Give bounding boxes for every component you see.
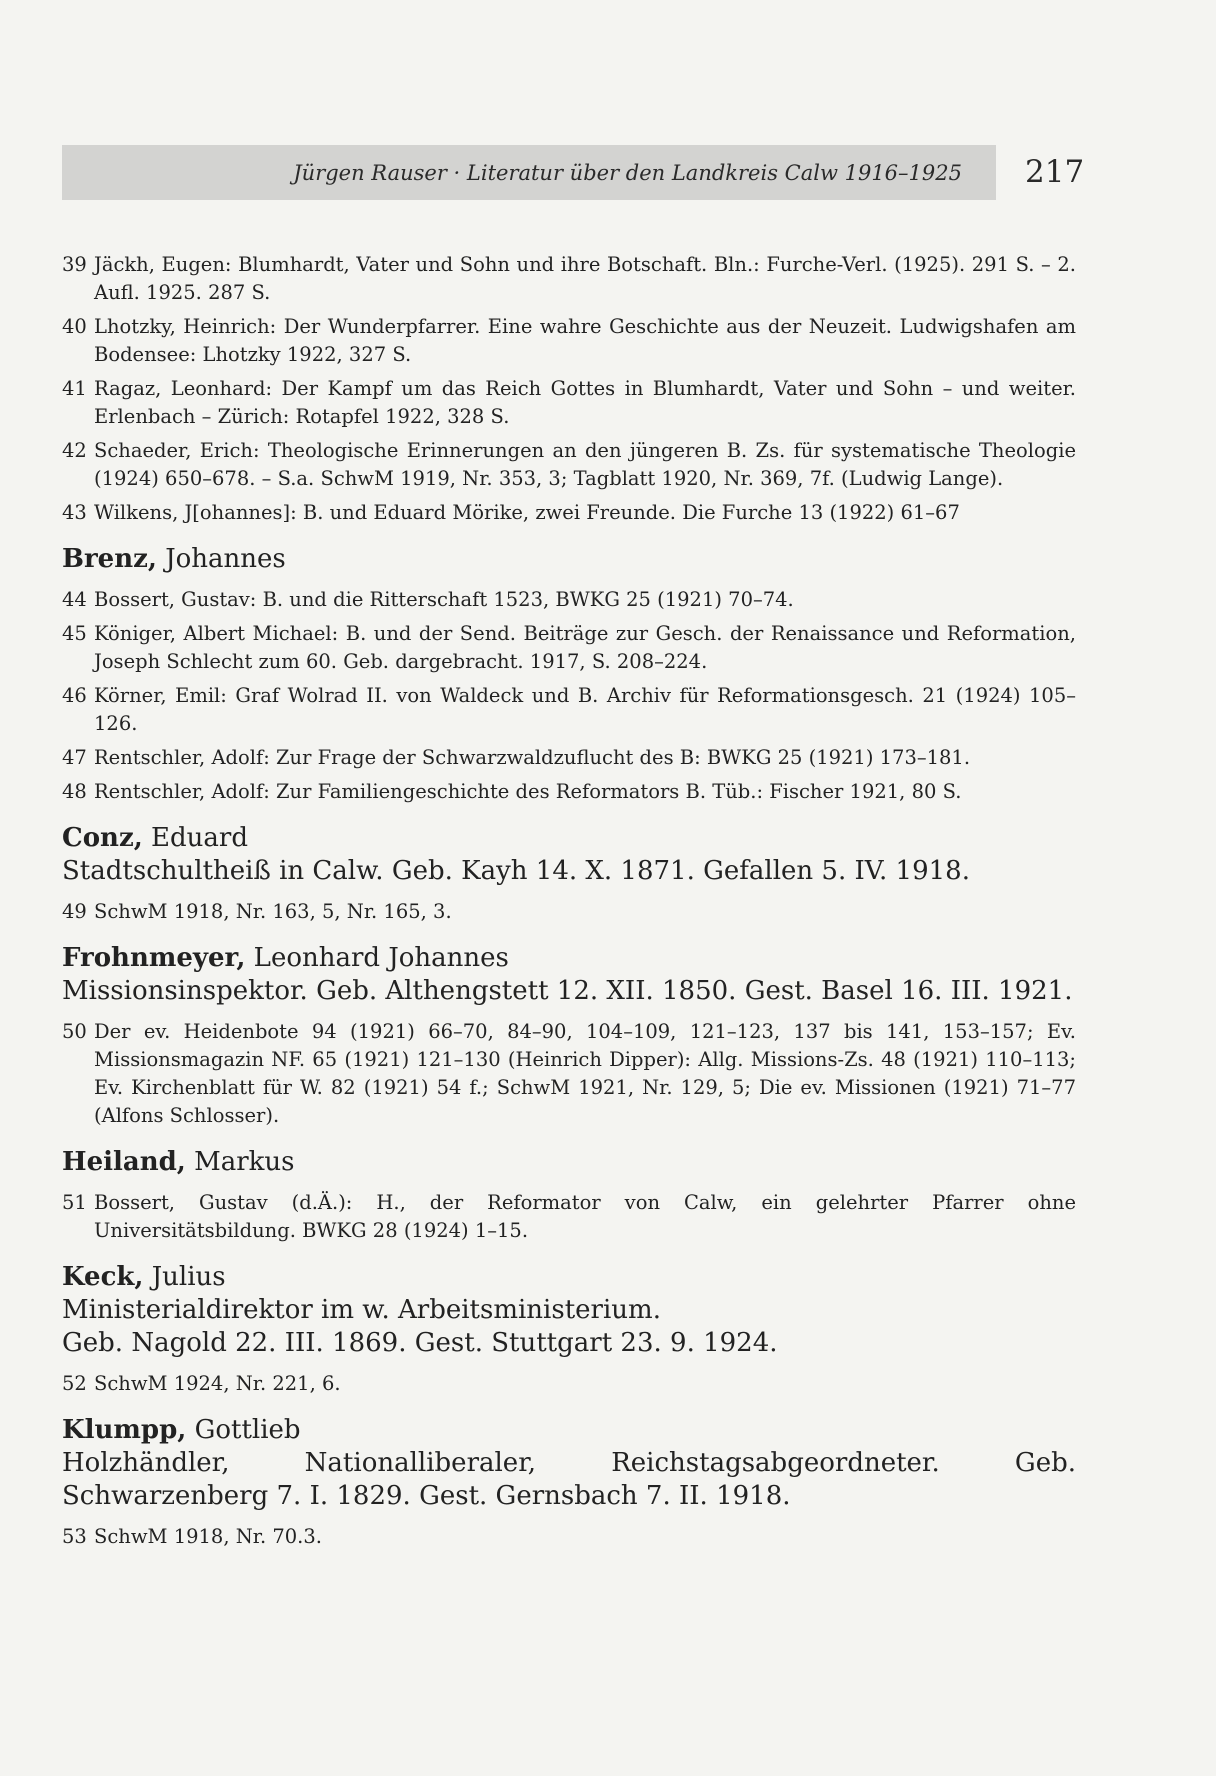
entry-number: 39 [62,253,87,276]
entry-number: 48 [62,780,87,803]
entry-number: 53 [62,1525,87,1548]
surname: Brenz, [62,544,157,574]
entry-47 [62,744,1076,772]
entry-number: 43 [62,501,87,524]
entry-number: 41 [62,377,87,400]
given-name: Gottlieb [186,1415,301,1445]
given-name: Markus [185,1147,295,1177]
entry-text: Schaeder, Erich: Theologische Erinnerungen an den jüngeren B. Zs. für systematische Theologie (1924) 650–678. – S.a. SchwM 1919, Nr. 353, 3; Tagblatt 1920, Nr. 369, 7f. (Ludwig Lange). [94,439,1076,490]
entry-52 [62,1370,1076,1398]
entry-51 [62,1189,1076,1245]
given-name: Leonhard Johannes [245,943,509,973]
entry-text: SchwM 1918, Nr. 70.3. [94,1525,322,1548]
entry-number: 42 [62,439,87,462]
entry-41 [62,375,1076,431]
entry-number: 52 [62,1372,87,1395]
entry-text: SchwM 1918, Nr. 163, 5, Nr. 165, 3. [94,900,452,923]
entry-45 [62,620,1076,676]
entry-text: Körner, Emil: Graf Wolrad II. von Waldeck und B. Archiv für Reformationsgesch. 21 (1924) 105–126. [94,684,1076,735]
entry-number: 49 [62,900,87,923]
entry-40 [62,313,1076,369]
entry-text: Jäckh, Eugen: Blumhardt, Vater und Sohn und ihre Botschaft. Bln.: Furche-Verl. (1925). 291 S. – 2. Aufl. 1925. 287 S. [94,253,1076,304]
entry-text: Der ev. Heidenbote 94 (1921) 66–70, 84–90, 104–109, 121–123, 137 bis 141, 153–157; Ev. Missionsmagazin NF. 65 (1921) 121–130 (Heinrich Dipper): Allg. Missions-Zs. 48 (1921) 110–113; Ev. Kirchenblatt für W. 82 (1921) 54 f.; SchwM 1921, Nr. 129, 5; Die ev. Missionen (1921) 71–77 (Alfons Schlosser). [94,1020,1076,1127]
biographical-note: Missionsinspektor. Geb. Althengstett 12. XII. 1850. Gest. Basel 16. III. 1921. [62,976,1073,1006]
entry-text: Rentschler, Adolf: Zur Familiengeschichte des Reformators B. Tüb.: Fischer 1921, 80 S. [94,780,962,803]
entry-number: 44 [62,588,87,611]
entry-text: Lhotzky, Heinrich: Der Wunderpfarrer. Eine wahre Geschichte aus der Neuzeit. Ludwigshafen am Bodensee: Lhotzky 1922, 327 S. [94,315,1076,366]
given-name: Julius [143,1262,226,1292]
surname: Conz, [62,823,143,853]
entry-text: Bossert, Gustav: B. und die Ritterschaft 1523, BWKG 25 (1921) 70–74. [94,588,794,611]
entry-text: Königer, Albert Michael: B. und der Send. Beiträge zur Gesch. der Renaissance und Reformation, Joseph Schlecht zum 60. Geb. dargebracht. 1917, S. 208–224. [94,622,1076,673]
given-name: Eduard [142,823,248,853]
entry-number: 47 [62,746,87,769]
entry-text: Rentschler, Adolf: Zur Frage der Schwarzwaldzuflucht des B: BWKG 25 (1921) 173–181. [94,746,971,769]
entry-42 [62,437,1076,493]
surname: Klumpp, [62,1415,187,1445]
bibliography-content [62,251,1076,1551]
section-heading-heiland [62,1146,1076,1179]
running-header: Jürgen Rauser · Literatur über den Landkreis Calw 1916–1925 [293,161,962,185]
given-name: Johannes [156,544,286,574]
entry-43 [62,499,1076,527]
section-heading-brenz [62,543,1076,576]
section-heading-klumpp [62,1414,1076,1447]
entry-49 [62,898,1076,926]
entry-44 [62,586,1076,614]
entry-text: Ragaz, Leonhard: Der Kampf um das Reich Gottes in Blumhardt, Vater und Sohn – und weiter. Erlenbach – Zürich: Rotapfel 1922, 328 S. [94,377,1076,428]
section-heading-keck [62,1261,1076,1294]
entry-text: Wilkens, J[ohannes]: B. und Eduard Mörike, zwei Freunde. Die Furche 13 (1922) 61–67 [94,501,960,524]
entry-50 [62,1018,1076,1130]
biographical-note: Geb. Nagold 22. III. 1869. Gest. Stuttgart 23. 9. 1924. [62,1328,778,1358]
entry-53 [62,1523,1076,1551]
entry-number: 40 [62,315,87,338]
entry-number: 45 [62,622,87,645]
entry-number: 50 [62,1020,87,1043]
entry-number: 46 [62,684,87,707]
surname: Frohnmeyer, [62,943,246,973]
page-number: 217 [1025,154,1085,190]
entry-48 [62,778,1076,806]
biographical-note: Stadtschultheiß in Calw. Geb. Kayh 14. X. 1871. Gefallen 5. IV. 1918. [62,856,970,886]
entry-39 [62,251,1076,307]
surname: Keck, [62,1262,144,1292]
section-heading-conz [62,822,1076,855]
surname: Heiland, [62,1147,186,1177]
entry-number: 51 [62,1191,87,1214]
biographical-note: Holzhändler, Nationalliberaler, Reichstagsabgeordneter. Geb. Schwarzenberg 7. I. 1829. Gest. Gernsbach 7. II. 1918. [62,1448,1076,1511]
biographical-note: Ministerialdirektor im w. Arbeitsministerium. [62,1295,661,1325]
entry-text: SchwM 1924, Nr. 221, 6. [94,1372,341,1395]
entry-46 [62,682,1076,738]
section-heading-frohnmeyer [62,942,1076,975]
entry-text: Bossert, Gustav (d.Ä.): H., der Reformator von Calw, ein gelehrter Pfarrer ohne Universitätsbildung. BWKG 28 (1924) 1–15. [94,1191,1076,1242]
